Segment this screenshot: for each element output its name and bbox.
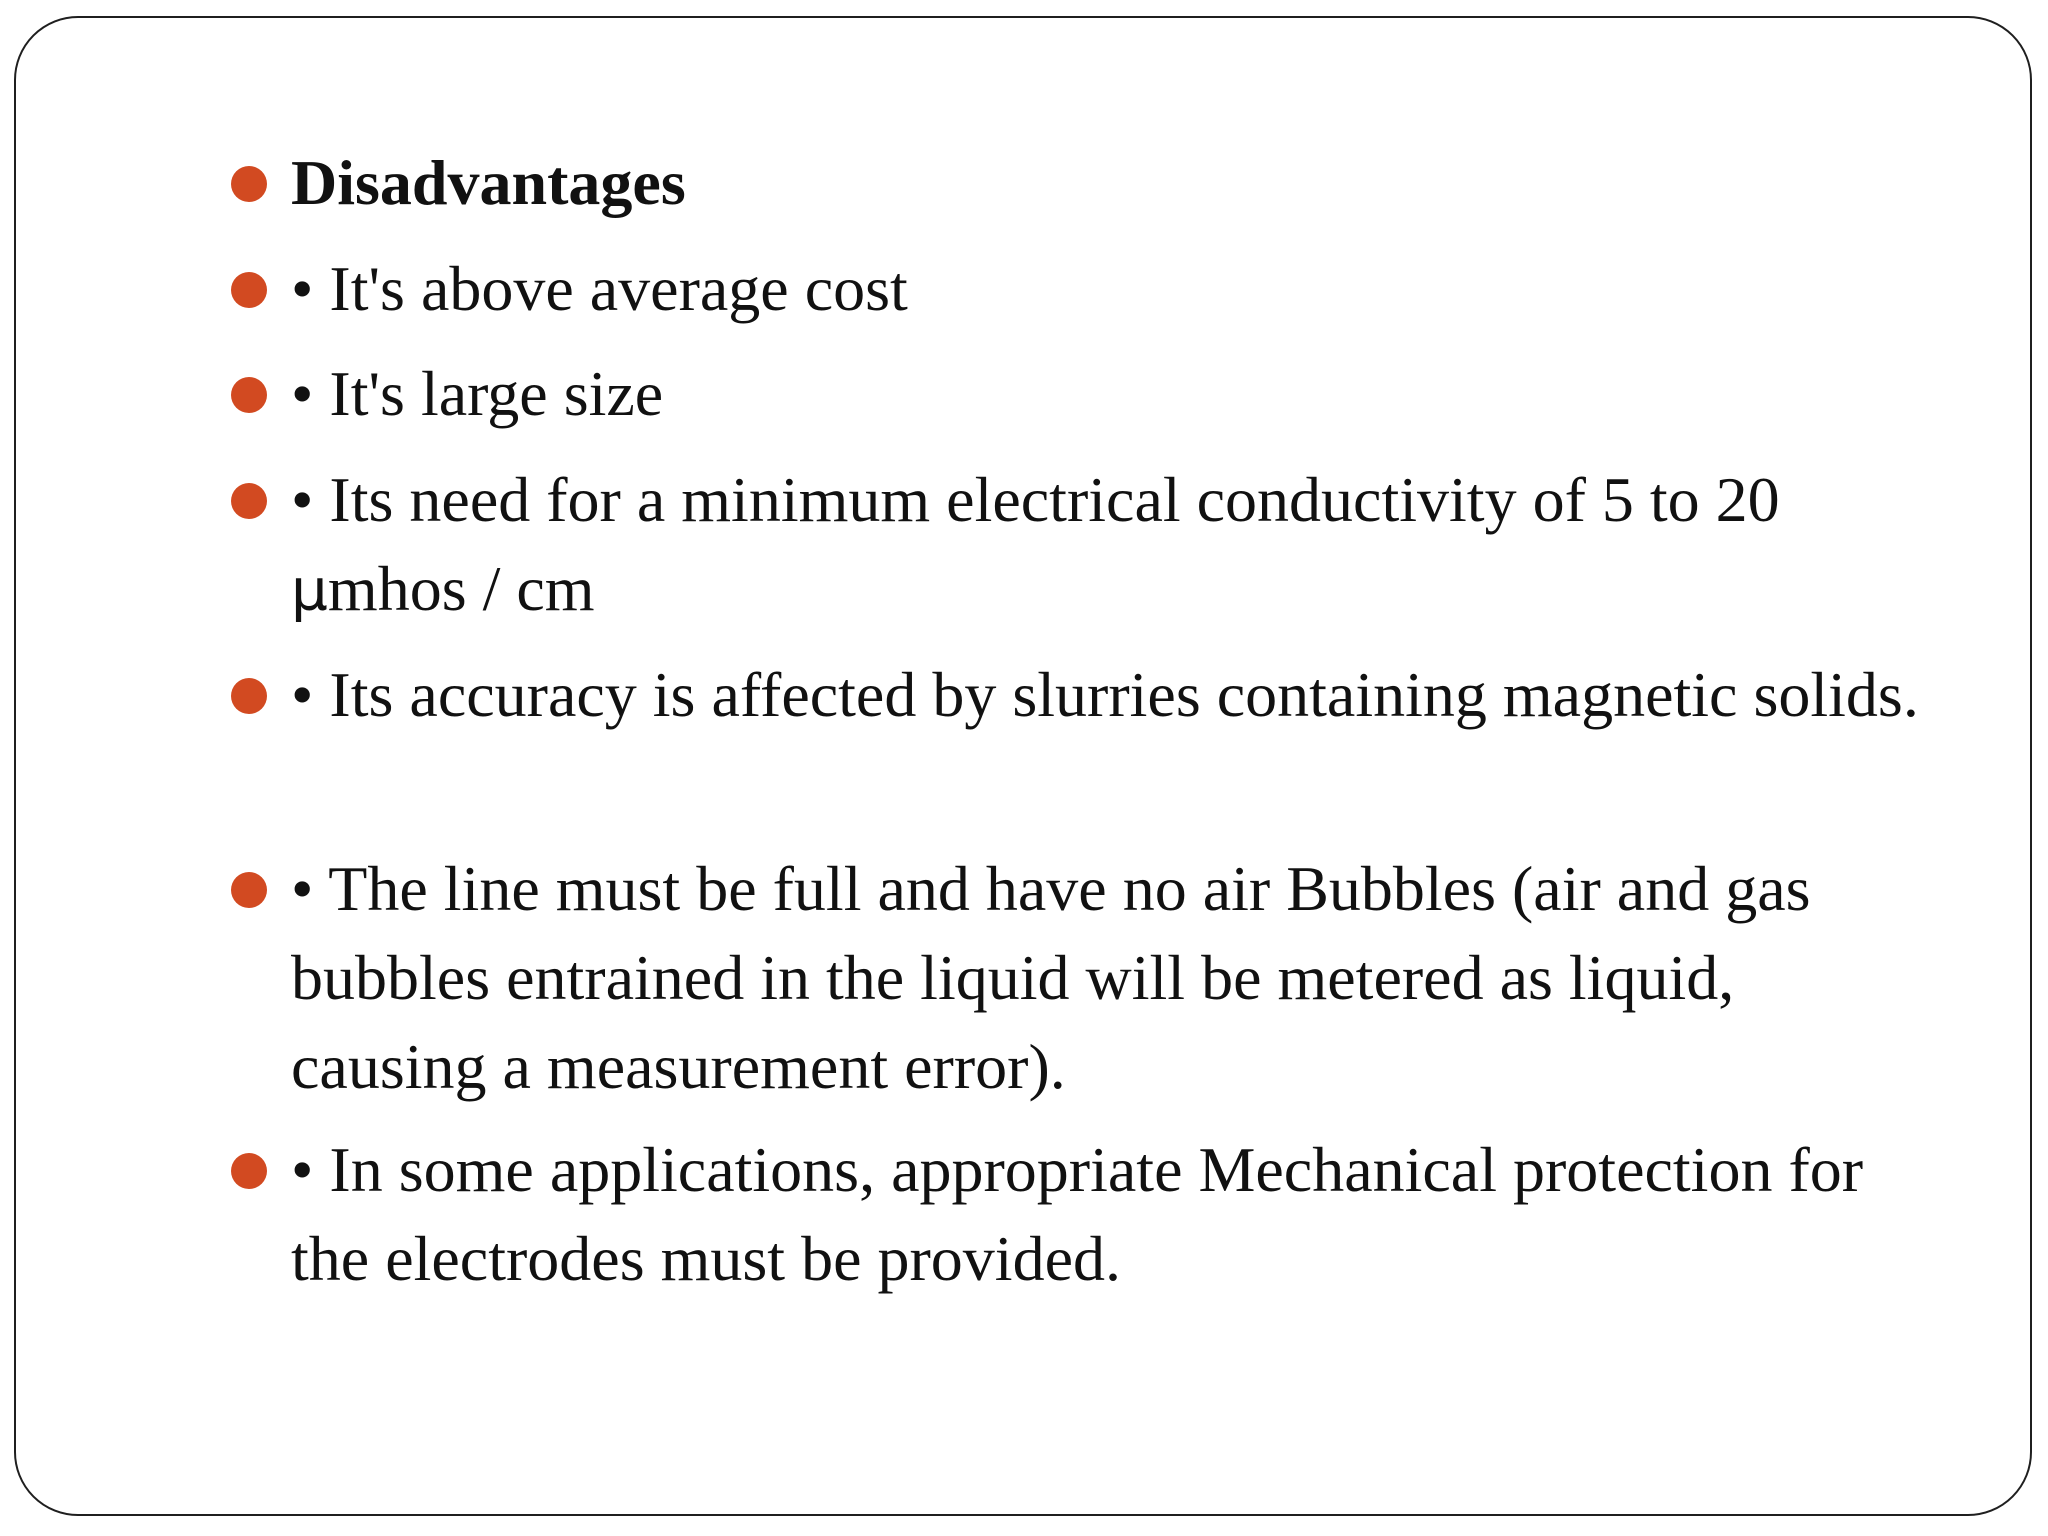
bullet-dot-icon [231, 678, 267, 714]
bullet-dot-icon [231, 872, 267, 908]
bullet-dot-icon [231, 272, 267, 308]
item-text-size: • It's large size [291, 358, 664, 429]
item-text-accuracy: • Its accuracy is affected by slurries containing magnetic solids. [291, 659, 1919, 730]
bullet-dot-icon [231, 166, 267, 202]
item-text-conductivity [291, 455, 1931, 635]
bullet-dot-icon [231, 483, 267, 519]
bullet-dot-icon [231, 1153, 267, 1189]
slide [14, 16, 2032, 1516]
unit-text: mhos / cm [327, 553, 595, 624]
heading-disadvantages: Disadvantages [291, 147, 686, 218]
bullet-dot-icon [231, 377, 267, 413]
micro-symbol: µ [291, 556, 328, 624]
item-text-line-full: • The line must be full and have no air Bubbles (air and gas bubbles entrained in the liquid will be metered as liquid, causing a measurement error). [291, 853, 1811, 1102]
conductivity-text: • Its need for a minimum electrical conductivity of 5 to 20 [291, 464, 1780, 535]
bullet-list [16, 18, 2030, 1514]
item-text-cost: • It's above average cost [291, 253, 908, 324]
item-text-protection: • In some applications, appropriate Mechanical protection for the electrodes must be provided. [291, 1134, 1864, 1294]
